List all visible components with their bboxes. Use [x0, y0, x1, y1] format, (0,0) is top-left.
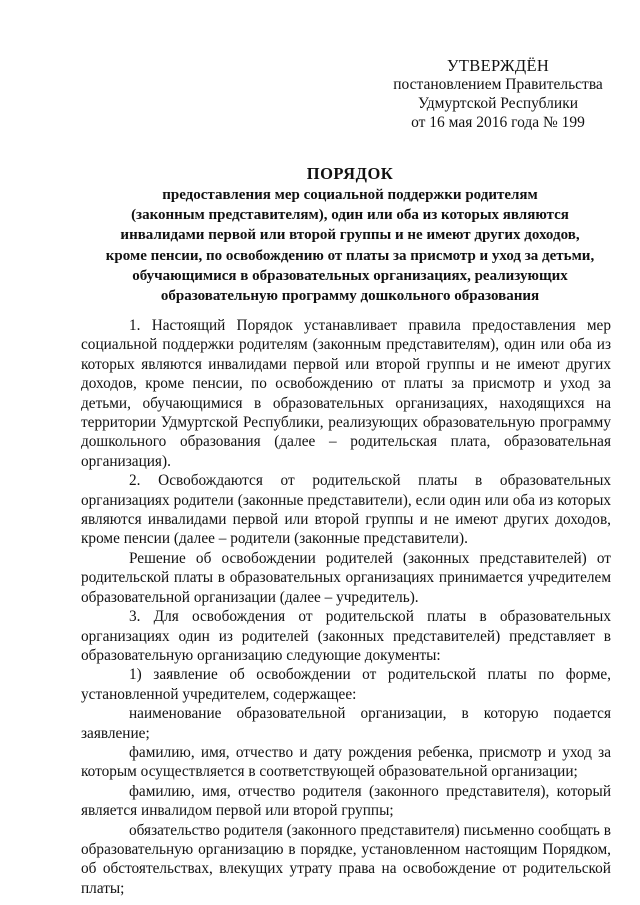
subtitle-line: кроме пенсии, по освобождению от платы за присмотр и уход за детьми,: [105, 247, 595, 264]
approved-label: УТВЕРЖДЁН: [446, 56, 550, 75]
paragraph-1: 1. Настоящий Порядок устанавливает правила предоставления мер социальной поддержки родителям (законным представителям), один или оба из которых являются инвалидами первой или второй группы и не имеют других доходов, кроме пенсии, по освобождению от платы за присмотр и уход за детьми, обучающимися в образовательных организациях, находящихся на территории Удмуртской Республики, реализующих образовательную программу дошкольного образования (далее – родительская плата, образовательная организация).: [81, 317, 611, 470]
paragraph-3-item-1: 1) заявление об освобождении от родительской платы по форме, установленной учредителем, содержащее:: [81, 666, 611, 703]
approval-line-2: Удмуртской Республики: [417, 95, 579, 112]
list-item-obligation: обязательство родителя (законного представителя) письменно сообщать в образовательную организацию в порядке, установленном настоящим Порядком, об обстоятельствах, влекущих утрату права на освобождение от родительской платы;: [81, 821, 611, 897]
paragraph-2-decision: Решение об освобождении родителей (законных представителей) от родительской платы в образовательных организациях принимается учредителем образовательной организации (далее – учредитель).: [81, 549, 611, 606]
document-body: [81, 316, 611, 898]
list-item-org-name: наименование образовательной организации, в которую подается заявление;: [81, 705, 611, 742]
subtitle-line: (законным представителям), один или оба из которых являются: [131, 207, 569, 224]
paragraph-3: 3. Для освобождения от родительской платы в образовательных организациях один из родителей (законных представителей) представляет в образовательную организацию следующие документы:: [81, 608, 611, 664]
list-item-child-name: фамилию, имя, отчество и дату рождения ребенка, присмотр и уход за которым осуществляется в соответствующей образовательной организации;: [81, 743, 611, 781]
subtitle-line: образовательную программу дошкольного образования: [160, 288, 540, 305]
subtitle-line: обучающимися в образовательных организациях, реализующих: [132, 267, 568, 284]
approval-stamp: [380, 56, 616, 132]
subtitle-line: предоставления мер социальной поддержки родителям: [162, 187, 538, 203]
document-title: ПОРЯДОК: [306, 164, 394, 183]
approval-line-3: от 16 мая 2016 года № 199: [411, 114, 585, 131]
approval-line-1: постановлением Правительства: [393, 76, 603, 93]
paragraph-2: 2. Освобождаются от родительской платы в образовательных организациях родители (законные представители), если один или оба из которых являются инвалидами первой или второй группы и не имеют других доходов, кроме пенсии (далее – родители (законные представители).: [81, 472, 611, 548]
list-item-parent-name: фамилию, имя, отчество родителя (законного представителя), который является инвалидом первой или второй группы;: [81, 782, 611, 820]
subtitle-line: инвалидами первой или второй группы и не имеют других доходов,: [120, 227, 580, 244]
document-title-block: [60, 163, 640, 306]
